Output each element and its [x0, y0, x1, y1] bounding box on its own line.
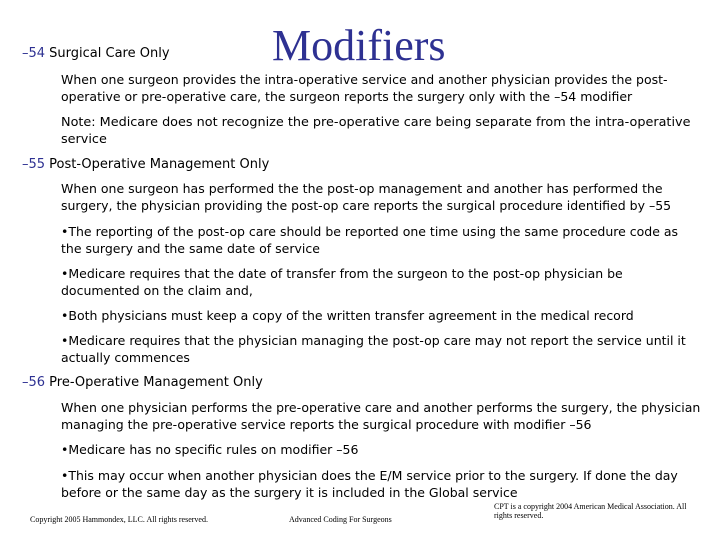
- bullet-55-2: •Medicare requires that the date of transfer from the surgeon to the post-op physician be documented on the claim and,: [61, 266, 623, 298]
- paragraph-55-1: When one surgeon has performed the the post-op management and another has performed the surgery, the physician providing the post-op care reports the surgical procedure identified by –55: [61, 181, 672, 213]
- modifier-label-56: Pre-Operative Management Only: [45, 375, 263, 390]
- note-54: Note: Medicare does not recognize the pre-operative care being separate from the intra-operative service: [61, 115, 691, 147]
- heading-modifier-55: [22, 157, 269, 173]
- bullet-56-2: •This may occur when another physician does the E/M service prior to the surgery. If done the day before or the same day as the surgery it is included in the Global service: [61, 468, 678, 500]
- modifier-label-55: Post-Operative Management Only: [45, 157, 270, 172]
- paragraph-56-1: When one physician performs the pre-operative care and another performs the surgery, the physician managing the pre-operative service reports the surgical procedure with modifier –56: [61, 400, 701, 432]
- heading-modifier-54: [22, 46, 170, 62]
- bullet-55-1: •The reporting of the post-op care should be reported one time using the same procedure code as the surgery and the same date of service: [61, 224, 679, 256]
- footer-center: Advanced Coding For Surgeons: [289, 515, 392, 524]
- bullet-55-4: •Medicare requires that the physician managing the post-op care may not report the service until it actually commences: [61, 333, 686, 365]
- modifier-code-55: –55: [22, 157, 46, 172]
- modifier-code-54: –54: [22, 46, 46, 61]
- paragraph-54-1: When one surgeon provides the intra-operative service and another physician provides the post-operative or pre-operative care, the surgeon reports the surgery only with the –54 modifier: [61, 72, 668, 104]
- bullet-56-1: •Medicare has no specific rules on modifier –56: [61, 442, 359, 457]
- heading-modifier-56: [22, 375, 263, 391]
- footer-cpt: CPT is a copyright 2004 American Medical Association. All rights reserved.: [494, 502, 687, 520]
- footer-copyright: Copyright 2005 Hammondex, LLC. All rights reserved.: [30, 515, 208, 524]
- bullet-55-3: •Both physicians must keep a copy of the written transfer agreement in the medical record: [61, 308, 634, 323]
- modifier-label-54: Surgical Care Only: [45, 46, 170, 61]
- slide-title: Modifiers: [272, 21, 446, 70]
- modifier-code-56: –56: [22, 375, 46, 390]
